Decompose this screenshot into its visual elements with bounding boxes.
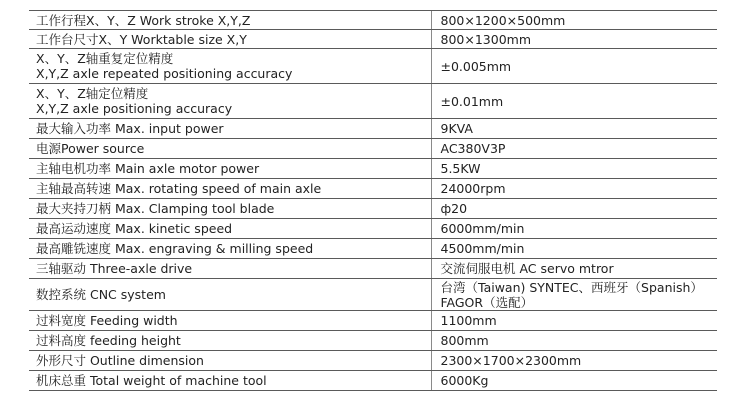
table-row [29,219,717,239]
spec-value: 6000Kg [440,373,489,388]
spec-value: 24000rpm [440,181,506,196]
spec-label-cell [29,219,431,239]
table-row [29,179,717,199]
spec-label: 最大输入功率 Max. input power [36,121,224,136]
spec-value: 1100mm [440,313,497,328]
table-row [29,239,717,259]
spec-value: 800mm [440,333,489,348]
table-row [29,49,717,84]
spec-label: 最大夹持刀柄 Max. Clamping tool blade [36,201,275,216]
spec-value-cell [431,331,717,351]
spec-value-cell [431,84,717,119]
spec-label-cell [29,311,431,331]
spec-label: 过料高度 feeding height [36,333,181,348]
spec-label-cell [29,279,431,311]
spec-label-cell [29,259,431,279]
spec-label: X、Y、Z轴定位精度 [36,86,149,101]
spec-label: 三轴驱动 Three-axle drive [36,261,193,276]
spec-label-cell [29,11,431,30]
spec-value: AC380V3P [440,141,506,156]
spec-value-cell [431,179,717,199]
table-row [29,84,717,119]
spec-value: 2300×1700×2300mm [440,353,582,368]
spec-label: X,Y,Z axle positioning accuracy [36,101,233,116]
spec-label-cell [29,199,431,219]
table-row [29,331,717,351]
table-row [29,351,717,371]
spec-value: 6000mm/min [440,221,525,236]
spec-value: 5.5KW [440,161,481,176]
spec-label-cell [29,84,431,119]
spec-value-cell [431,259,717,279]
spec-value-cell [431,239,717,259]
spec-value: 台湾（Taiwan) SYNTEC、西班牙（Spanish） [440,280,703,295]
spec-label-cell [29,49,431,84]
spec-label: X,Y,Z axle repeated positioning accuracy [36,66,293,81]
table-row [29,119,717,139]
spec-value-cell [431,279,717,311]
table-row [29,259,717,279]
spec-label: 最高雕铣速度 Max. engraving & milling speed [36,241,314,256]
spec-value-cell [431,371,717,391]
spec-label-cell [29,239,431,259]
spec-label: 电源Power source [36,141,145,156]
spec-value-cell [431,30,717,49]
spec-value: FAGOR（选配） [440,295,534,310]
spec-label-cell [29,351,431,371]
spec-value: ±0.005mm [440,58,512,74]
spec-label: 工作行程X、Y、Z Work stroke X,Y,Z [36,12,251,28]
spec-label-cell [29,119,431,139]
spec-label: 外形尺寸 Outline dimension [36,353,204,368]
spec-label-cell [29,331,431,351]
spec-label: 数控系统 CNC system [36,287,166,302]
spec-table-body [29,11,717,391]
spec-value-cell [431,49,717,84]
spec-value: 4500mm/min [440,241,525,256]
table-row [29,311,717,331]
spec-label-cell [29,179,431,199]
table-row [29,30,717,49]
spec-label-cell [29,371,431,391]
spec-label-cell [29,159,431,179]
spec-value-cell [431,119,717,139]
spec-label: 工作台尺寸X、Y Worktable size X,Y [36,31,247,47]
spec-label-cell [29,30,431,49]
table-row [29,139,717,159]
spec-label: X、Y、Z轴重复定位精度 [36,51,174,66]
spec-label: 最高运动速度 Max. kinetic speed [36,221,233,236]
spec-value: 交流伺服电机 AC servo mtror [440,261,614,276]
spec-label-cell [29,139,431,159]
table-row [29,159,717,179]
spec-value-cell [431,219,717,239]
table-row [29,279,717,311]
spec-label: 主轴最高转速 Max. rotating speed of main axle [36,181,322,196]
spec-value-cell [431,311,717,331]
spec-value: ф20 [440,201,468,216]
spec-value-cell [431,199,717,219]
spec-table [29,10,717,391]
spec-value-cell [431,351,717,371]
table-row [29,371,717,391]
spec-label: 主轴电机功率 Main axle motor power [36,161,260,176]
spec-value: 800×1200×500mm [440,12,566,28]
spec-value-cell [431,159,717,179]
spec-value-cell [431,11,717,30]
spec-value-cell [431,139,717,159]
spec-value: 800×1300mm [440,31,531,47]
spec-value: ±0.01mm [440,93,504,109]
spec-label: 机床总重 Total weight of machine tool [36,373,267,388]
spec-value: 9KVA [440,121,473,136]
table-row [29,11,717,30]
spec-label: 过料宽度 Feeding width [36,313,178,328]
table-row [29,199,717,219]
